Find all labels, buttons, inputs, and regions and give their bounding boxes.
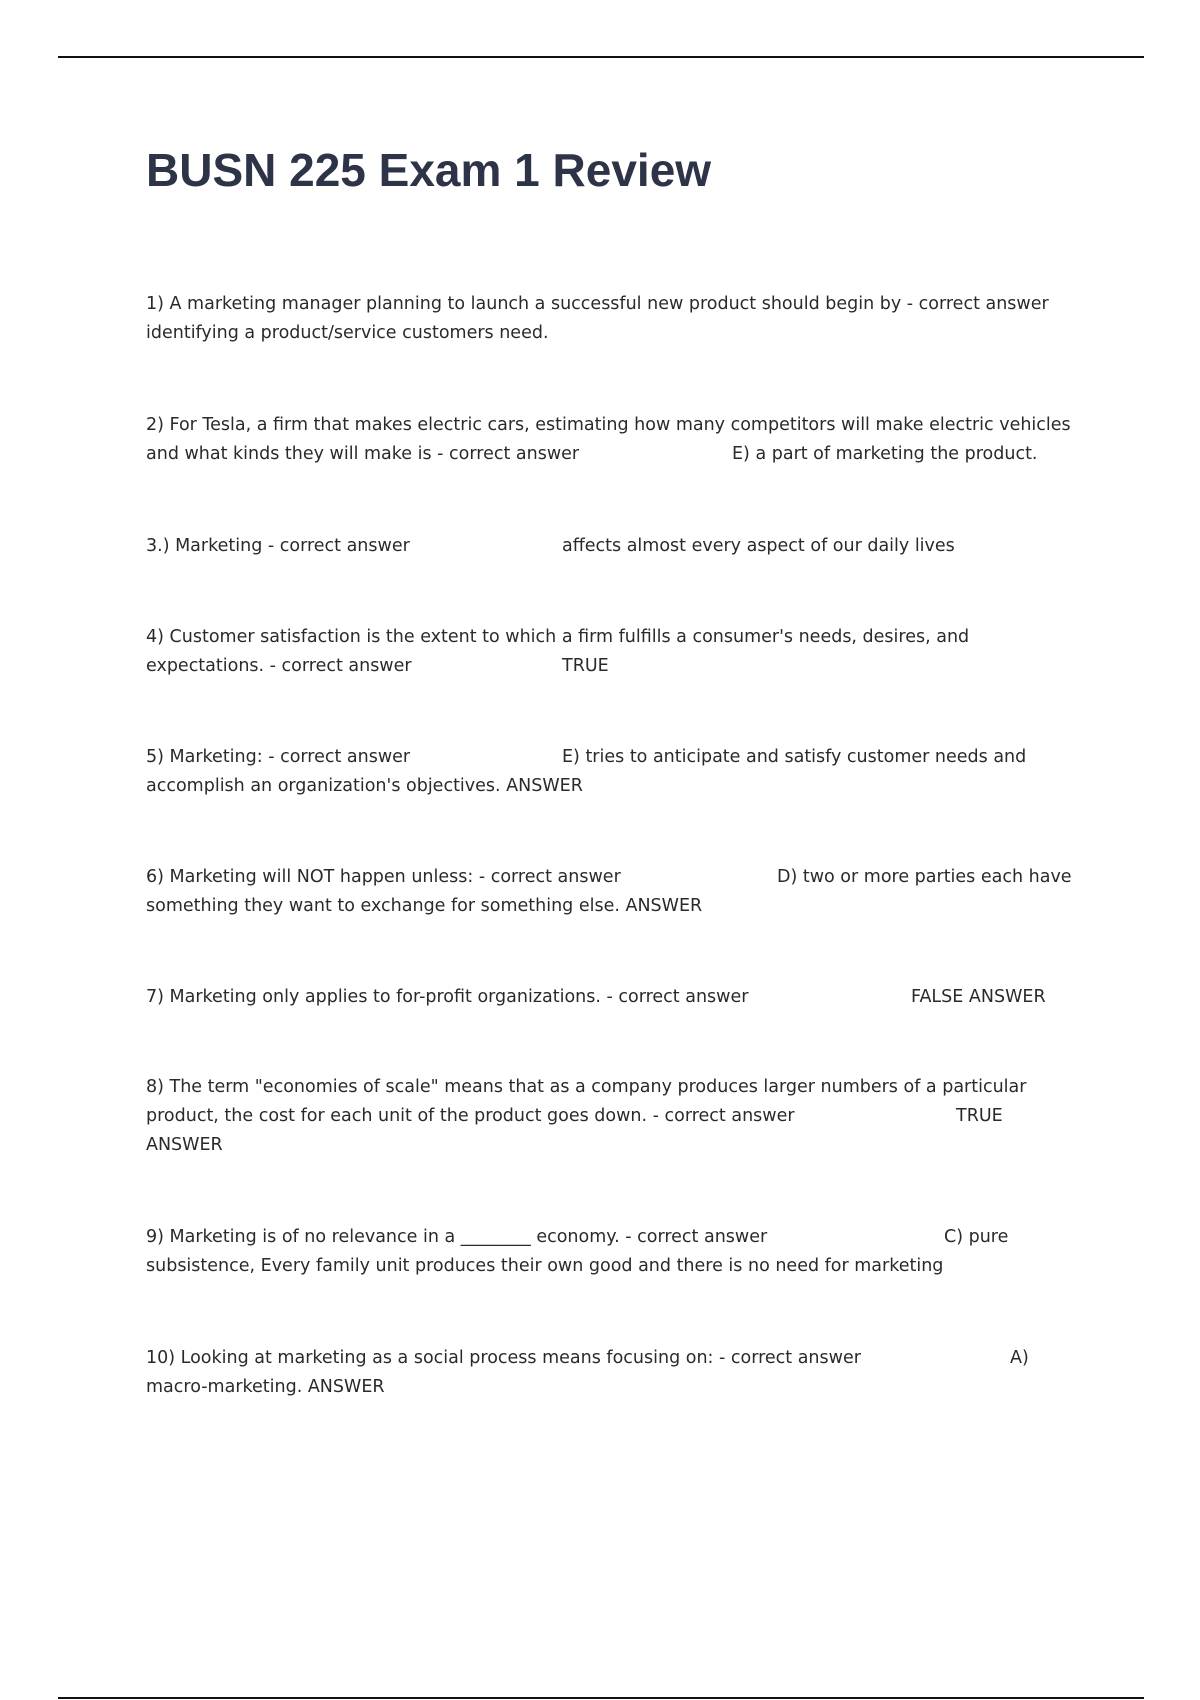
question-7	[146, 983, 1096, 1012]
question-line-1	[146, 1344, 1096, 1373]
top-rule	[58, 56, 1144, 58]
answer-suffix: ANSWER	[146, 1135, 223, 1155]
answer-text: TRUE	[956, 1106, 1003, 1126]
question-5	[146, 743, 1096, 801]
question-line-1	[146, 1223, 1096, 1252]
question-line-2	[146, 440, 1096, 469]
answer-text: E) a part of marketing the product.	[732, 444, 1038, 464]
question-10	[146, 1344, 1096, 1402]
question-line-1	[146, 983, 1096, 1012]
answer-text: subsistence, Every family unit produces their own good and there is no need for marketing	[146, 1256, 944, 1276]
answer-text: A)	[1010, 1348, 1029, 1368]
question-line-1	[146, 863, 1096, 892]
answer-text: affects almost every aspect of our daily lives	[562, 536, 955, 556]
page-title: BUSN 225 Exam 1 Review	[146, 144, 712, 196]
question-text: 10) Looking at marketing as a social process means focusing on: - correct answer	[146, 1348, 861, 1368]
answer-text: accomplish an organization's objectives. ANSWER	[146, 776, 583, 796]
question-1	[146, 290, 1096, 348]
answer-text: E) tries to anticipate and satisfy customer needs and	[562, 747, 1027, 767]
bottom-rule	[58, 1697, 1144, 1699]
answer-text: identifying a product/service customers need.	[146, 323, 549, 343]
question-4	[146, 623, 1096, 681]
answer-text: C) pure	[944, 1227, 1009, 1247]
question-line-1	[146, 743, 1096, 772]
answer-text: D) two or more parties each have	[777, 867, 1072, 887]
question-line-2	[146, 1102, 1096, 1131]
question-8	[146, 1073, 1096, 1160]
answer-text: macro-marketing. ANSWER	[146, 1377, 385, 1397]
question-6	[146, 863, 1096, 921]
question-text: and what kinds they will make is - correct answer	[146, 444, 580, 464]
question-text: product, the cost for each unit of the product goes down. - correct answer	[146, 1106, 795, 1126]
question-3	[146, 532, 1096, 561]
answer-text: FALSE ANSWER	[911, 987, 1046, 1007]
question-line-2	[146, 652, 1096, 681]
answer-text: something they want to exchange for something else. ANSWER	[146, 896, 703, 916]
question-text: expectations. - correct answer	[146, 656, 412, 676]
question-text: 4) Customer satisfaction is the extent to which a firm fulfills a consumer's needs, desires, and	[146, 627, 970, 647]
question-text: 3.) Marketing - correct answer	[146, 536, 410, 556]
question-2	[146, 411, 1096, 469]
question-text: 1) A marketing manager planning to launch a successful new product should begin by - correct answer	[146, 294, 1049, 314]
question-text: 9) Marketing is of no relevance in a ________ economy. - correct answer	[146, 1227, 768, 1247]
question-text: 2) For Tesla, a firm that makes electric cars, estimating how many competitors will make electric vehicles	[146, 415, 1071, 435]
question-text: 7) Marketing only applies to for-profit organizations. - correct answer	[146, 987, 749, 1007]
question-text: 6) Marketing will NOT happen unless: - correct answer	[146, 867, 621, 887]
question-line-1	[146, 532, 1096, 561]
answer-text: TRUE	[562, 656, 609, 676]
question-text: 5) Marketing: - correct answer	[146, 747, 411, 767]
question-text: 8) The term "economies of scale" means that as a company produces larger numbers of a particular	[146, 1077, 1027, 1097]
question-9	[146, 1223, 1096, 1281]
